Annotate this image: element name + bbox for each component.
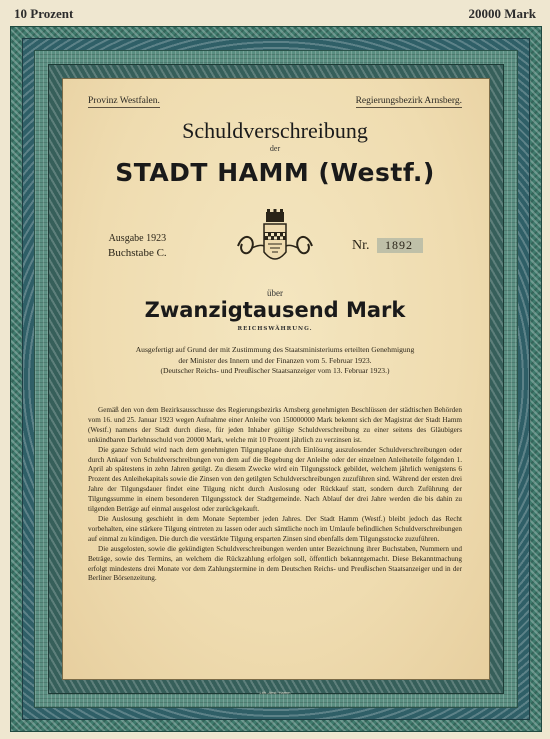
currency-label: REICHSWÄHRUNG. bbox=[237, 326, 313, 332]
serial-number-value: 1892 bbox=[377, 238, 423, 253]
issue-series: Buchstabe C. bbox=[108, 247, 167, 259]
terms-paragraph: Gemäß den von dem Bezirksausschusse des Regierungsbezirks Arnsberg genehmigten Beschlüssen der städtischen Behörden vom 16. und 25. Januar 1923 wegen Aufnahme einer Anleihe von 150000000 Mark bekennt sich der Magistrat der Stadt Hamm (Westf.) namens der Stadt durch diese, für jeden Inhaber gültige Schuldverschreibung zu einer seitens des Gläubigers unkündbaren Darlehnsschuld von 20000 Mark, welche mit 10 Prozent jährlich zu verzinsen ist. bbox=[88, 406, 462, 444]
authorization-line: der Minister des Innern und der Finanzen vom 5. Februar 1923. bbox=[178, 355, 372, 365]
region-header bbox=[88, 96, 462, 108]
terms-paragraph: Die ganze Schuld wird nach dem genehmigten Tilgungsplane durch Einlösung auszulosender Schuldverschreibungen oder durch Ankauf von Schuldverschreibungen von dem auf die Begebung der Anleihe oder der einzelnen Anleiheteile folgenden 1. April ab spätestens in zehn Jahren getilgt. Zu diesem Zwecke wird ein Tilgungsstock gebildet, welchem jährlich wenigstens 6 Prozent des Anleihekapitals sowie die Zinsen von den getilgten Schuldverschreibungen zuzuführen sind. Während der ersten drei Jahre der Tilgungsdauer findet eine Tilgung nicht durch Auslosung oder Rückkauf statt, sondern durch Zuführung der Tilgungssumme in einem besonderen Tilgungsstock der Stadtgemeinde. Nach Ablauf der drei Jahre werden die bis dahin zu tilgenden Beträge auf einmal ausgelost oder zurückgekauft. bbox=[88, 445, 462, 514]
issue-info bbox=[108, 232, 167, 260]
document-title: Schuldverschreibung bbox=[182, 118, 368, 143]
authorization-line: (Deutscher Reichs- und Preußischer Staatsanzeiger vom 13. Februar 1923.) bbox=[160, 366, 390, 375]
terms-paragraph: Die Auslosung geschieht in dem Monate September jeden Jahres. Der Stadt Hamm (Westf.) bleibt jedoch das Recht vorbehalten, eine stärkere Tilgung eintreten zu lassen oder auch sämtliche noch im Umlaufe befindlichen Schuldverschreibungen auf einmal zu kündigen. Die durch die verstärkte Tilgung ersparten Zinsen sind ebenfalls dem Tilgungsstocke zuzuführen. bbox=[88, 514, 462, 543]
printer-imprint: Lith.-Anst. Hamm bbox=[259, 690, 291, 695]
issuer-city: STADT HAMM (Westf.) bbox=[115, 158, 435, 187]
der-label: der bbox=[269, 144, 281, 153]
authorization-line: Ausgefertigt auf Grund der mit Zustimmung des Staatsministeriums erteilten Genehmigung bbox=[135, 345, 415, 354]
interest-rate-label: 10 Prozent bbox=[14, 6, 74, 21]
serial-number-label: Nr. bbox=[352, 238, 370, 253]
ueber-label: über bbox=[267, 288, 283, 298]
issue-year: Ausgabe 1923 bbox=[108, 233, 167, 244]
province-label: Provinz Westfalen. bbox=[88, 96, 160, 106]
district-label: Regierungsbezirk Arnsberg. bbox=[355, 96, 462, 106]
terms-paragraph: Die ausgelosten, sowie die gekündigten Schuldverschreibungen werden unter Bezeichnung ihrer Buchstaben, Nummern und Beträge, sowie des Termins, an welchem die Rückzahlung erfolgen soll, öffentlich bekanntgemacht. Diese Bekanntmachung erfolgt mindestens drei Monate vor dem Zahlungstermine in dem Deutschen Reichs- und Preußischen Staatsanzeiger und in der Berliner Börsenzeitung. bbox=[88, 544, 462, 583]
terms-text bbox=[88, 406, 462, 584]
authorization-text bbox=[88, 345, 462, 377]
city-crest-icon bbox=[230, 208, 320, 278]
serial-number bbox=[352, 238, 423, 254]
denomination-label: 20000 Mark bbox=[468, 6, 536, 21]
amount-in-words: Zwanzigtausend Mark bbox=[144, 298, 406, 322]
